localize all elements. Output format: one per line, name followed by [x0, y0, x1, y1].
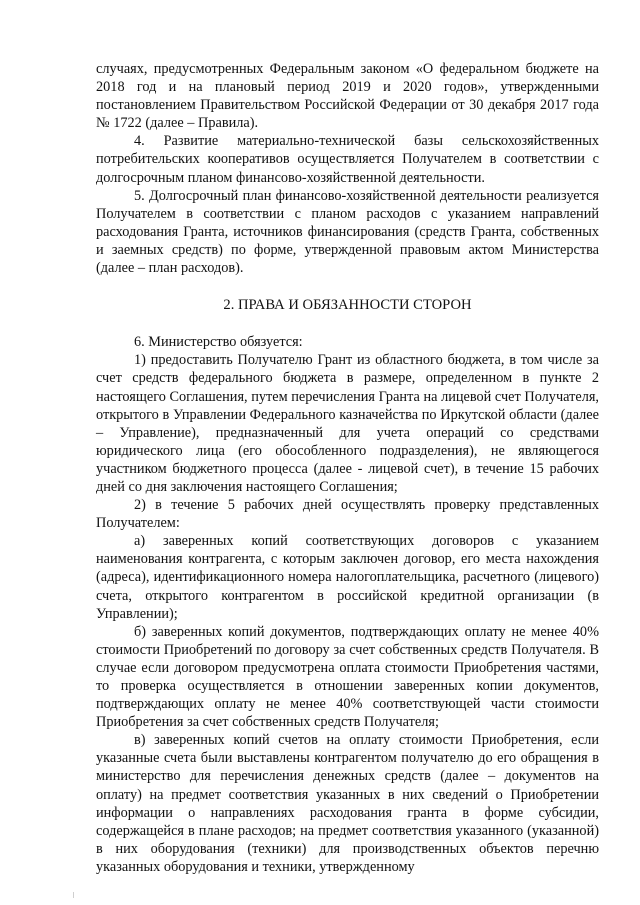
- paragraph-subitem-v: в) заверенных копий счетов на оплату стоимости Приобретения, если указанные счета были выставлены контрагентом получателю до его обращения в министерство для перечисления денежных средств (далее – документов на оплату) на предмет соответствия указанных в них сведений о Приобретении информации о направлениях расходования гранта в форме субсидии, содержащейся в плане расходов; на предмет соответствия указанного (указанной) в них оборудования (техники) для производственных объектов перечню указанных оборудования и техники, утвержденному: [96, 732, 599, 875]
- paragraph-continuation: случаях, предусмотренных Федеральным законом «О федеральном бюджете на 2018 год и на плановый период 2019 и 2020 годов», утвержденными постановлением Правительством Российской Федерации от 30 декабря 2017 года № 1722 (далее – Правила).: [96, 61, 599, 132]
- document-body: [96, 60, 599, 876]
- scan-mark: [73, 892, 79, 898]
- section-heading: 2. ПРАВА И ОБЯЗАННОСТИ СТОРОН: [223, 297, 472, 314]
- paragraph-item-5: 5. Долгосрочный план финансово-хозяйственной деятельности реализуется Получателем в соответствии с планом расходов с указанием направлений расходования Гранта, источников финансирования (средств Гранта, собственных и заемных средств) по форме, утвержденной правовым актом Министерства (далее – план расходов).: [96, 187, 599, 277]
- paragraph-subitem-1: 1) предоставить Получателю Грант из областного бюджета, в том числе за счет средств федерального бюджета в размере, определенном в пункте 2 настоящего Соглашения, путем перечисления Гранта на лицевой счет Получателя, открытого в Управлении Федерального казначейства по Иркутской области (далее – Управление), предназначенный для учета операций со средствами юридического лица (его обособленного подразделения), не являющегося участником бюджетного процесса (далее - лицевой счет), в течение 15 рабочих дней со дня заключения настоящего Соглашения;: [96, 352, 599, 495]
- paragraph-item-6: 6. Министерство обязуется:: [134, 334, 303, 351]
- paragraph-item-4: 4. Развитие материально-технической базы сельскохозяйственных потребительских кооперативов осуществляется Получателем в соответствии с долгосрочным планом финансово-хозяйственной деятельности.: [96, 133, 599, 186]
- paragraph-subitem-b: б) заверенных копий документов, подтверждающих оплату не менее 40% стоимости Приобретений по договору за счет собственных средств Получателя. В случае если договором предусмотрена оплата стоимости Приобретения частями, то проверка осуществляется в отношении заверенных копии документов, подтверждающих оплату не менее 40% соответствующей части стоимости Приобретения за счет собственных средств Получателя;: [96, 623, 599, 731]
- paragraph-subitem-2: 2) в течение 5 рабочих дней осуществлять проверку представленных Получателем:: [96, 497, 599, 532]
- paragraph-subitem-a: а) заверенных копий соответствующих договоров с указанием наименования контрагента, с которым заключен договор, его места нахождения (адреса), идентификационного номера налогоплательщика, расчетного (лицевого) счета, открытого контрагентом в российской кредитной организации (в Управлении);: [96, 533, 599, 622]
